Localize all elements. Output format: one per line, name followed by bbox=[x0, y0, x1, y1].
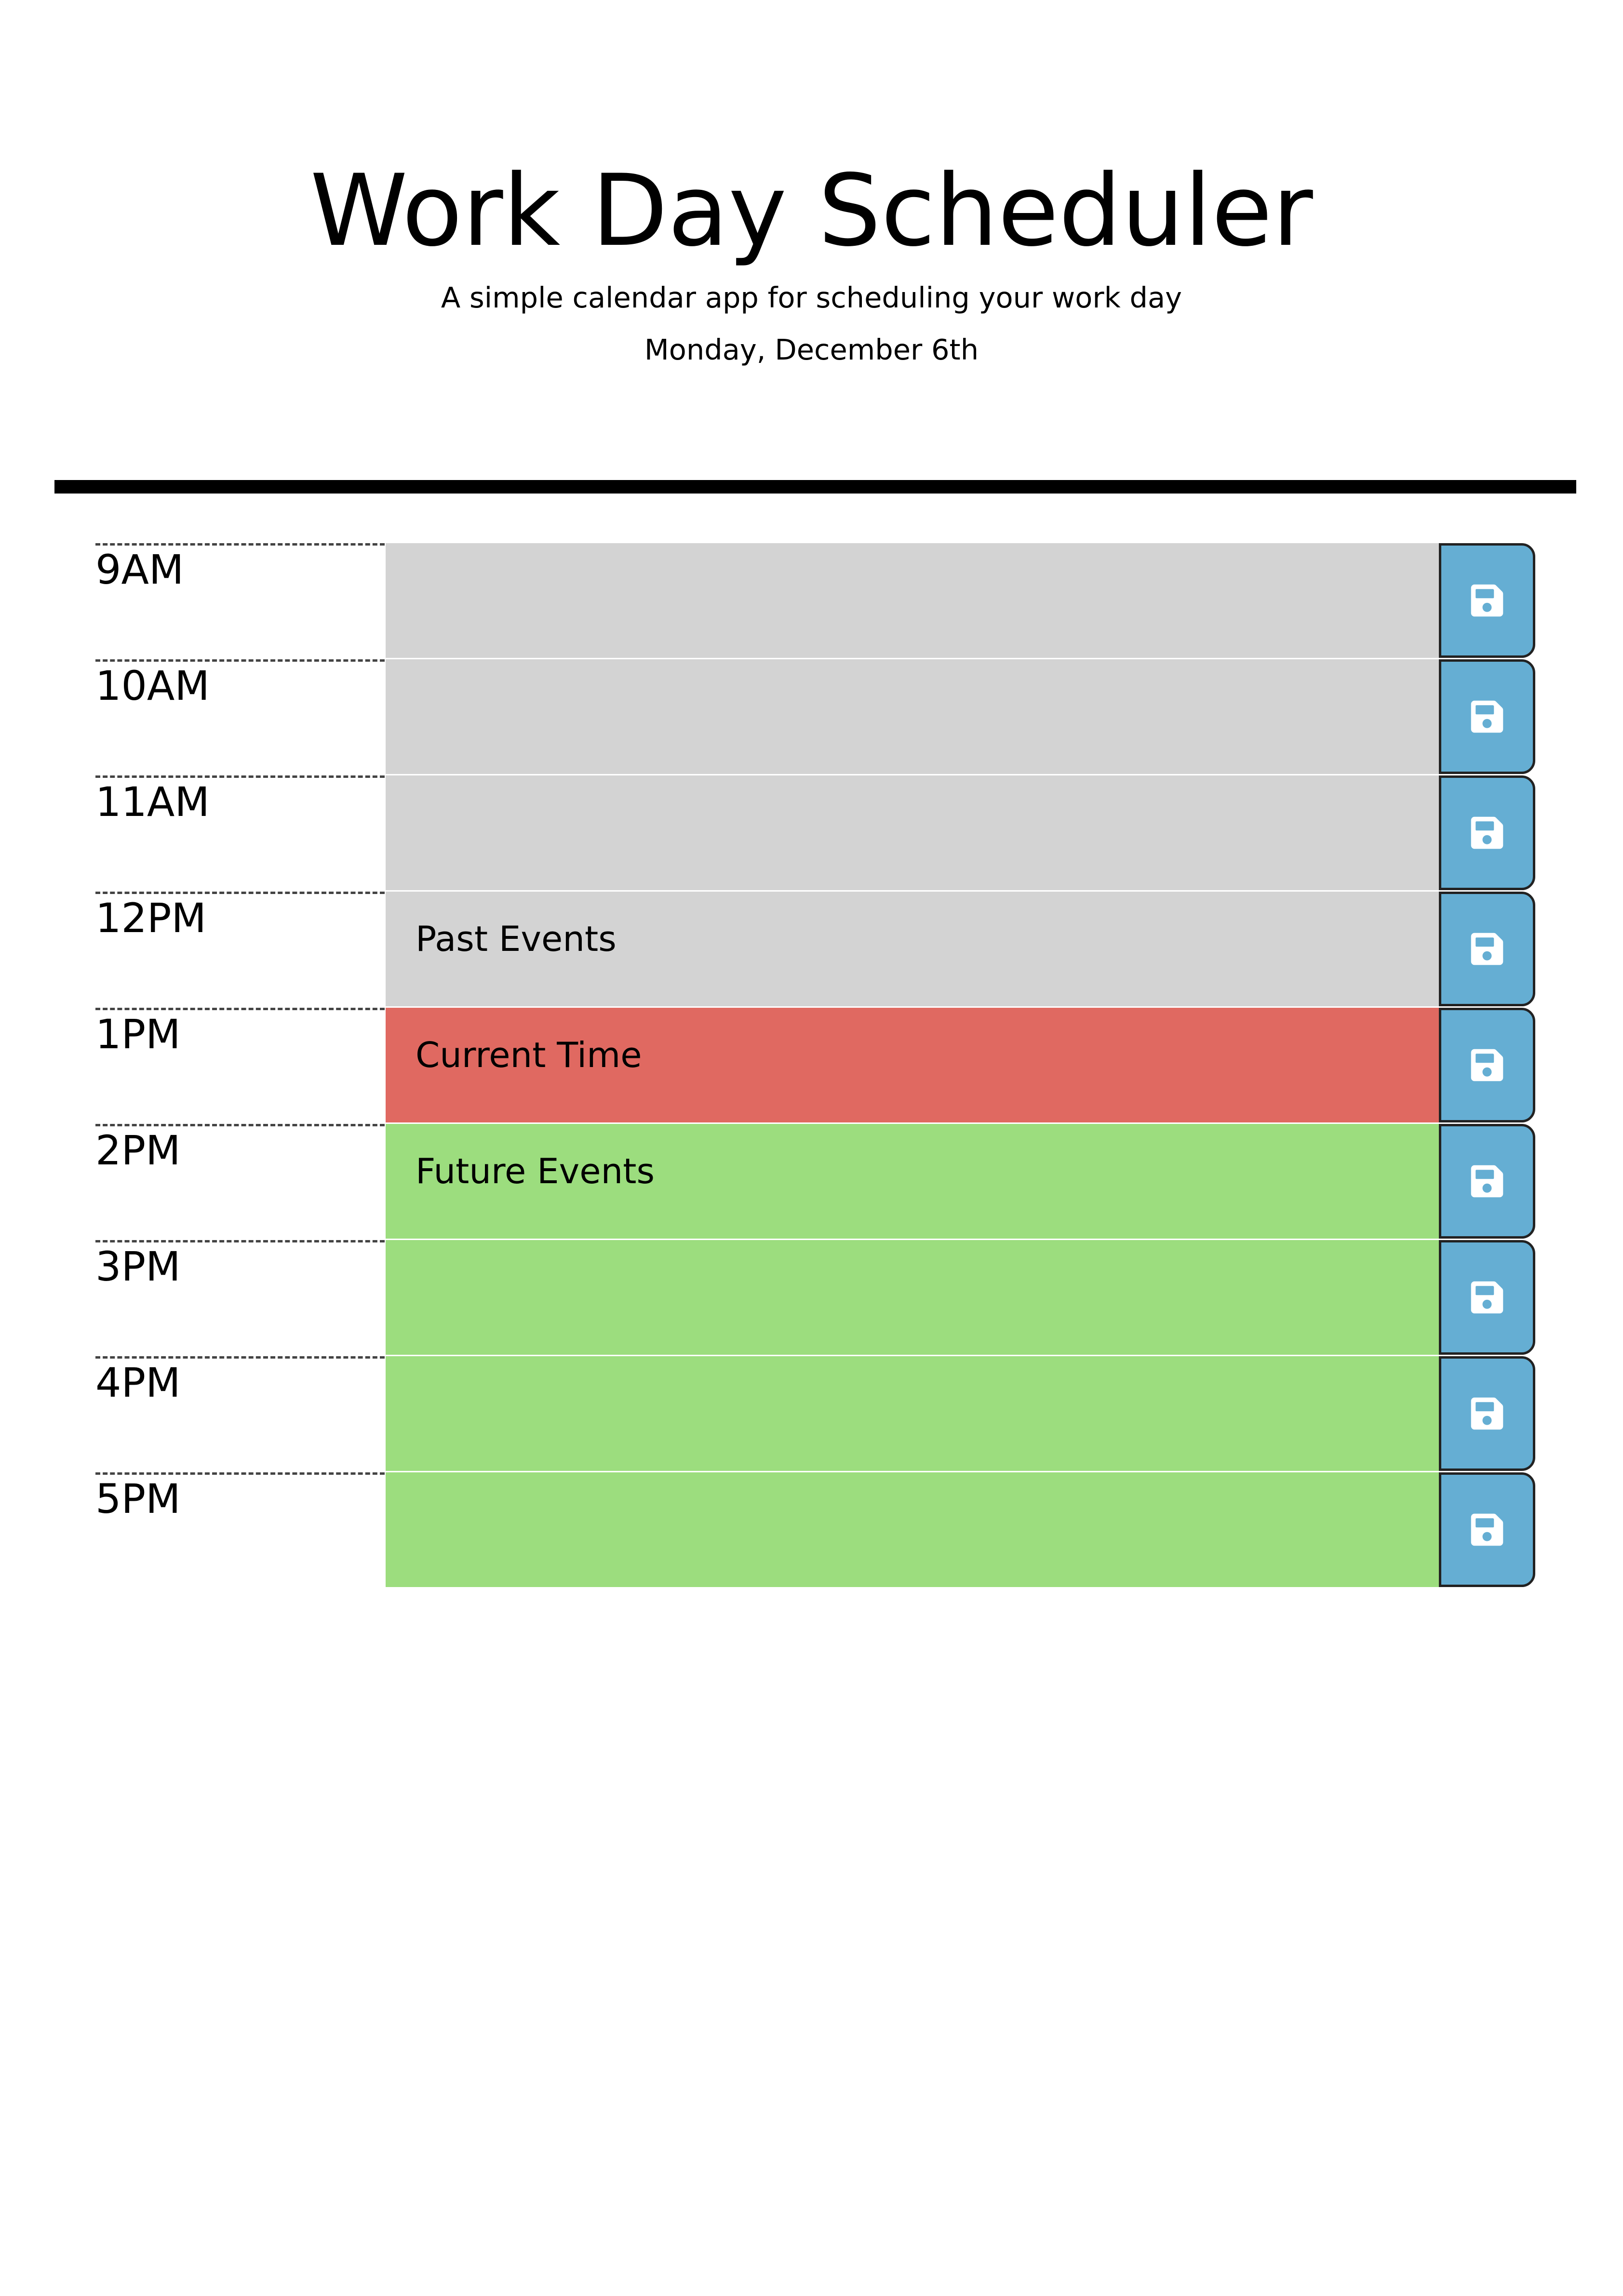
time-block bbox=[0, 1008, 1623, 1124]
event-description-input[interactable] bbox=[386, 1472, 1439, 1589]
hour-label: 12PM bbox=[95, 892, 385, 1008]
time-block bbox=[0, 775, 1623, 892]
save-button[interactable] bbox=[1439, 775, 1535, 890]
time-block bbox=[0, 1472, 1623, 1589]
save-button[interactable] bbox=[1439, 1240, 1535, 1355]
save-button[interactable] bbox=[1439, 1356, 1535, 1471]
save-icon bbox=[1469, 1395, 1505, 1432]
hour-label: 9AM bbox=[95, 543, 385, 659]
page-subtitle: A simple calendar app for scheduling your work day bbox=[441, 281, 1182, 314]
event-description-input[interactable] bbox=[386, 543, 1439, 659]
save-icon bbox=[1469, 814, 1505, 851]
save-button[interactable] bbox=[1439, 543, 1535, 658]
event-description-input[interactable]: Current Time bbox=[386, 1008, 1439, 1124]
save-icon bbox=[1469, 1047, 1505, 1083]
time-block bbox=[0, 543, 1623, 659]
hour-label: 2PM bbox=[95, 1124, 385, 1240]
save-button[interactable] bbox=[1439, 659, 1535, 774]
hour-label: 4PM bbox=[95, 1356, 385, 1472]
event-description-input[interactable] bbox=[386, 1240, 1439, 1356]
event-description-input[interactable]: Future Events bbox=[386, 1124, 1439, 1240]
time-block bbox=[0, 659, 1623, 775]
save-icon bbox=[1469, 1163, 1505, 1200]
header-divider bbox=[54, 480, 1576, 494]
save-icon bbox=[1469, 582, 1505, 619]
hour-label: 5PM bbox=[95, 1472, 385, 1589]
save-button[interactable] bbox=[1439, 892, 1535, 1006]
event-description-input[interactable] bbox=[386, 659, 1439, 775]
save-icon bbox=[1469, 1511, 1505, 1548]
save-icon bbox=[1469, 698, 1505, 735]
time-block bbox=[0, 1124, 1623, 1240]
current-day: Monday, December 6th bbox=[644, 333, 979, 366]
save-button[interactable] bbox=[1439, 1124, 1535, 1239]
hour-label: 3PM bbox=[95, 1240, 385, 1356]
hour-label: 10AM bbox=[95, 659, 385, 775]
save-button[interactable] bbox=[1439, 1008, 1535, 1122]
save-icon bbox=[1469, 931, 1505, 967]
event-description-input[interactable] bbox=[386, 1356, 1439, 1472]
time-block bbox=[0, 1240, 1623, 1356]
event-description-input[interactable] bbox=[386, 775, 1439, 892]
event-description-input[interactable]: Past Events bbox=[386, 892, 1439, 1008]
page-title: Work Day Scheduler bbox=[310, 154, 1313, 268]
save-button[interactable] bbox=[1439, 1472, 1535, 1587]
time-block bbox=[0, 892, 1623, 1008]
hour-label: 1PM bbox=[95, 1008, 385, 1124]
hour-label: 11AM bbox=[95, 775, 385, 892]
time-block bbox=[0, 1356, 1623, 1472]
save-icon bbox=[1469, 1279, 1505, 1316]
